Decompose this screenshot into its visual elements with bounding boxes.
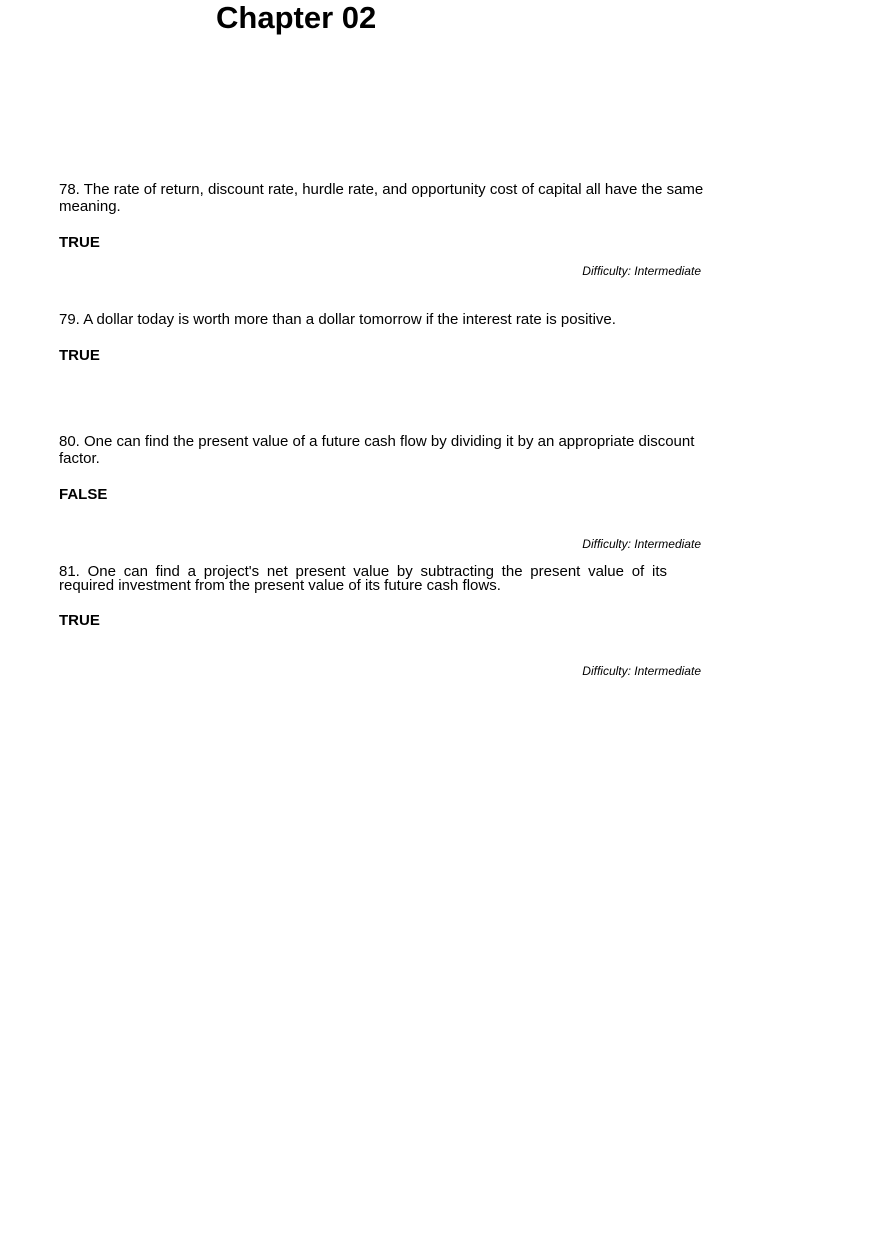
difficulty-label: Difficulty: Intermediate [582,264,701,278]
question-text: 79. A dollar today is worth more than a dollar tomorrow if the interest rate is positive. [59,311,616,328]
answer-label: TRUE [59,234,100,251]
page-title: Chapter 02 [216,0,377,35]
difficulty-label: Difficulty: Intermediate [582,537,701,551]
difficulty-label: Difficulty: Intermediate [582,664,701,678]
answer-label: FALSE [59,486,108,503]
question-text: 80. One can find the present value of a future cash flow by dividing it by an appropriate discount factor. [59,433,695,467]
question-text: 81. One can find a project's net present value by subtracting the present value of its required investment from the present value of its future cash flows. [59,563,667,594]
answer-label: TRUE [59,347,100,364]
answer-label: TRUE [59,612,100,629]
question-text: 78. The rate of return, discount rate, hurdle rate, and opportunity cost of capital all have the same meaning. [59,181,704,215]
